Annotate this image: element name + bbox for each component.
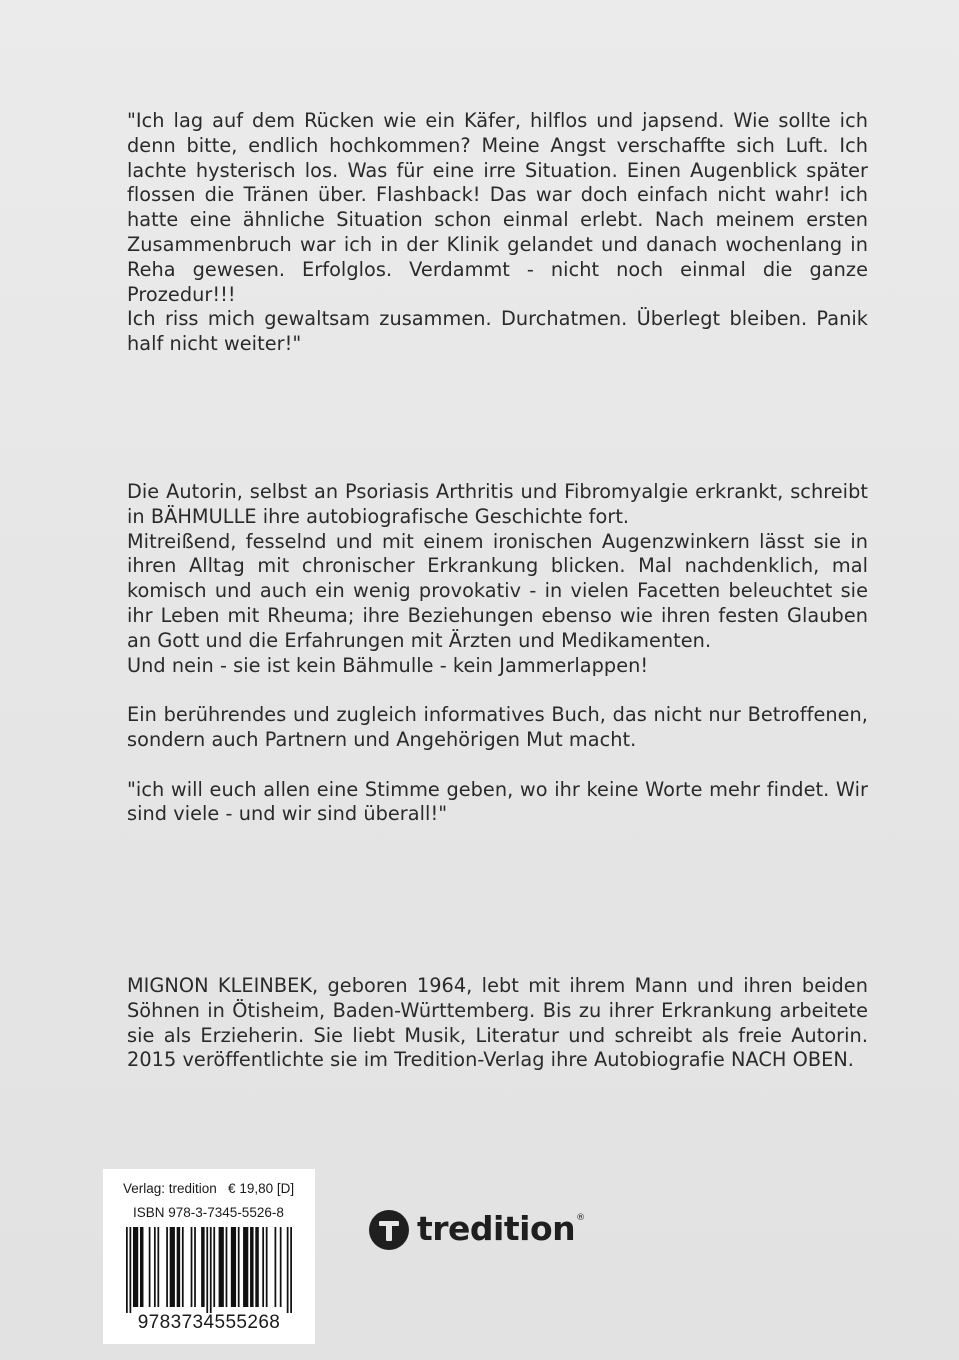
barcode-bar <box>166 1227 168 1307</box>
barcode-bar <box>129 1227 131 1313</box>
barcode-bar <box>250 1227 253 1307</box>
description-paragraph-3: Und nein - sie ist kein Bähmulle - kein Jammerlappen! <box>127 653 649 677</box>
barcode-bar <box>170 1227 175 1307</box>
barcode-bar <box>194 1227 196 1307</box>
barcode-number: 9783734555268 <box>137 1312 281 1333</box>
barcode-bar <box>213 1227 215 1307</box>
barcode-bar <box>231 1227 236 1307</box>
barcode-bar <box>177 1227 180 1307</box>
barcode-bar <box>157 1227 159 1307</box>
barcode-bar <box>255 1227 258 1307</box>
barcode-icon <box>126 1227 292 1313</box>
barcode-bar <box>206 1227 208 1313</box>
barcode-bar <box>275 1227 277 1307</box>
barcode-bar <box>238 1227 240 1307</box>
barcode-label <box>103 1169 315 1344</box>
barcode-bar <box>140 1227 143 1307</box>
paragraph-gap <box>127 753 868 778</box>
barcode-bar <box>262 1227 264 1307</box>
publisher-price-line: Verlag: tredition € 19,80 [D] <box>123 1181 295 1196</box>
book-description <box>127 480 868 827</box>
barcode-bar <box>154 1227 156 1307</box>
registered-mark: ® <box>576 1213 586 1223</box>
barcode-bar <box>226 1227 228 1307</box>
barcode-bar <box>201 1227 204 1307</box>
logo-wordmark: tredition <box>417 1208 576 1248</box>
barcode-bar <box>182 1227 184 1307</box>
paragraph-gap <box>127 678 868 703</box>
barcode-bar <box>243 1227 248 1307</box>
author-bio-text: MIGNON KLEINBEK, geboren 1964, lebt mit ihrem Mann und ihren beiden Söhnen in Ötisheim, Baden-Württemberg. Bis zu ihrer Erkrankung arbeitete sie als Erzieherin. Sie liebt Musik, Literatur und schreibt als freie Autorin. 2015 veröffentlichte sie im Tredition-Verlag ihre Autobiografie NACH OBEN. <box>127 974 868 1072</box>
barcode-bar <box>191 1227 193 1307</box>
description-paragraph-1: Die Autorin, selbst an Psoriasis Arthritis und Fibromyalgie erkrankt, schreibt in BÄHMULLE ihre autobiografische Geschichte fort. <box>127 480 868 528</box>
barcode-bar <box>133 1227 138 1307</box>
quote-paragraph-1: "Ich lag auf dem Rücken wie ein Käfer, hilflos und japsend. Wie sollte ich denn bitte, endlich hochkommen? Meine Angst verschaffte sich Luft. Ich lachte hysterisch los. Was für eine irre Situation. Einen Augenblick später flossen die Tränen über. Flashback! Das war doch einfach nicht wahr! ich hatte eine ähnliche Situation schon einmal erlebt. Nach meinem ersten Zusammenbruch war ich in der Klinik gelandet und danach wochenlang in Reha gewesen. Erfolglos. Verdammt - nicht noch einmal die ganze Prozedur!!! <box>127 109 868 306</box>
barcode-bar <box>266 1227 268 1307</box>
barcode-bar <box>149 1227 151 1307</box>
description-paragraph-2: Mitreißend, fesselnd und mit einem ironischen Augenzwinkern lässt sie in ihren Alltag mit chronischer Erkrankung blicken. Mal nachdenklich, mal komisch und auch ein wenig provokativ - in vielen Facetten beleuchtet sie ihr Leben mit Rheuma; ihre Beziehungen ebenso wie ihren festen Glauben an Gott und die Erfahrungen mit Ärzten und Medikamenten. <box>127 529 868 652</box>
publisher-logo <box>369 1208 585 1252</box>
barcode-bar <box>287 1227 289 1313</box>
barcode-bar <box>126 1227 128 1313</box>
tredition-t-circle-icon <box>369 1210 409 1250</box>
barcode-bar <box>290 1227 292 1313</box>
quote-paragraph-2: Ich riss mich gewaltsam zusammen. Durchatmen. Überlegt bleiben. Panik half nicht weiter!" <box>127 307 868 356</box>
description-closing-quote: "ich will euch allen eine Stimme geben, wo ihr keine Worte mehr findet. Wir sind viele - und wir sind überall!" <box>127 777 868 826</box>
isbn-line: ISBN 978-3-7345-5526-8 <box>133 1205 284 1220</box>
barcode-bar <box>219 1227 224 1307</box>
description-paragraph-4: Ein berührendes und zugleich informatives Buch, das nicht nur Betroffenen, sondern auch Partnern und Angehörigen Mut macht. <box>127 703 868 751</box>
author-bio <box>127 974 868 1073</box>
excerpt-quote <box>127 109 868 357</box>
barcode-bar <box>280 1227 282 1307</box>
barcode-bar <box>210 1227 212 1313</box>
